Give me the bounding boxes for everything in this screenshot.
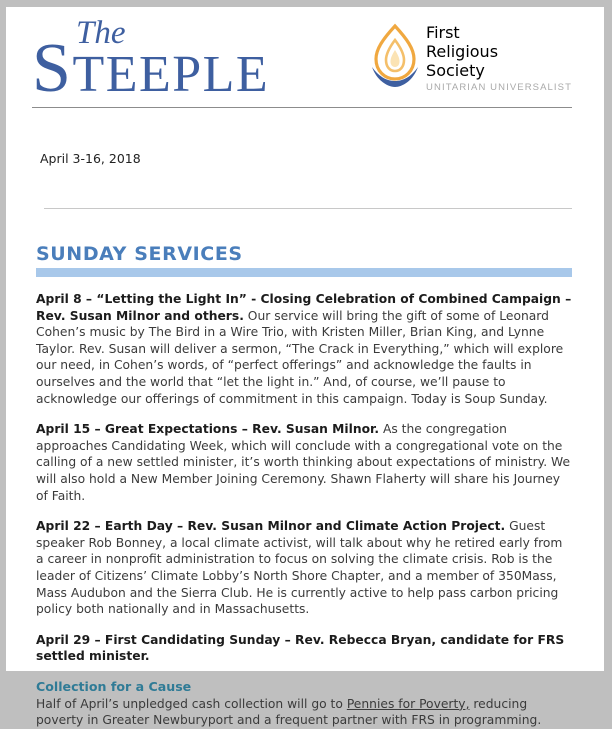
service-entry-heading: April 29 – First Candidating Sunday – Rev. Rebecca Bryan, candidate for FRS settled minister. — [36, 632, 565, 664]
service-entry-heading: April 15 – Great Expectations – Rev. Susan Milnor. — [36, 422, 380, 437]
pennies-for-poverty-link[interactable]: Pennies for Poverty, — [346, 696, 470, 711]
service-entry-body: Our service will bring the gift of some of Leonard Cohen’s music by The Bird in a Wire Trio, with Kristen Miller, Brian King, and Lynne Taylor. Rev. Susan will deliver a sermon, “The Crack in Everything,” which will explore our need, in Cohen’s words, of “perfect offerings” and acknowledge the faults in ourselves and the world that “let the light in.” And, of course, we’ll pause to acknowledge our offerings of commitment in this campaign. Today is Soup Sunday. — [36, 308, 564, 406]
masthead — [30, 7, 586, 107]
collection-heading: Collection for a Cause — [36, 678, 192, 694]
service-entry-body: As the congregation approaches Candidating Week, which will conclude with a congregational vote on the calling of a new settled minister, it’s worth thinking about expectations of ministry. We will also hold a New Member Joining Ceremony. Shawn Flaherty will share his Journey of Faith. — [36, 422, 571, 503]
page-content — [6, 7, 604, 729]
collection-text-after: reducing poverty in Greater Newburyport and a frequent partner with FRS in programming. — [36, 696, 542, 728]
newsletter-wordmark — [32, 15, 270, 107]
service-entry — [36, 421, 572, 504]
service-entry-heading: April 8 – “Letting the Light In” - Closing Celebration of Combined Campaign – Rev. Susan Milnor and others. — [36, 292, 572, 323]
wordmark-steeple-rest: TEEPLE — [72, 46, 270, 103]
section-accent-bar — [36, 268, 572, 277]
sunday-services-section — [30, 209, 586, 277]
services-list — [30, 277, 586, 729]
service-entry — [36, 632, 572, 665]
org-tagline: UNITARIAN UNIVERSALIST — [426, 82, 572, 93]
collection-text-before: Half of April’s unpledged cash collection will go to — [36, 696, 347, 711]
newsletter-page — [6, 7, 604, 728]
collection-paragraph — [36, 696, 572, 729]
date-spacer — [30, 166, 586, 208]
organization-name-block — [426, 23, 572, 93]
org-name-line-1: First — [426, 23, 460, 42]
service-entry-heading: April 22 – Earth Day – Rev. Susan Milnor and Climate Action Project. — [36, 519, 506, 534]
section-heading: SUNDAY SERVICES — [36, 243, 243, 265]
service-entry-body: Guest speaker Rob Bonney, a local climate activist, will talk about why he retired early from a career in nonprofit administration to focus on solving the climate crisis. Rob is the leader of Citizens’ Climate Lobby’s North Shore Chapter, and a member of 350Mass, Mass Audubon and the Sierra Club. He is currently active to help pass carbon pricing policy both nationally and in Massachusetts. — [36, 519, 563, 617]
wordmark-the: The — [76, 15, 126, 51]
wordmark-steeple-initial: S — [32, 30, 73, 107]
org-name-line-3: Society — [426, 61, 485, 80]
service-entry — [36, 518, 572, 618]
service-entry — [36, 291, 572, 407]
org-name-line-2: Religious — [426, 42, 499, 61]
chalice-flame-icon — [370, 23, 420, 89]
issue-date: April 3-16, 2018 — [40, 151, 141, 166]
organization-logo — [370, 23, 572, 93]
